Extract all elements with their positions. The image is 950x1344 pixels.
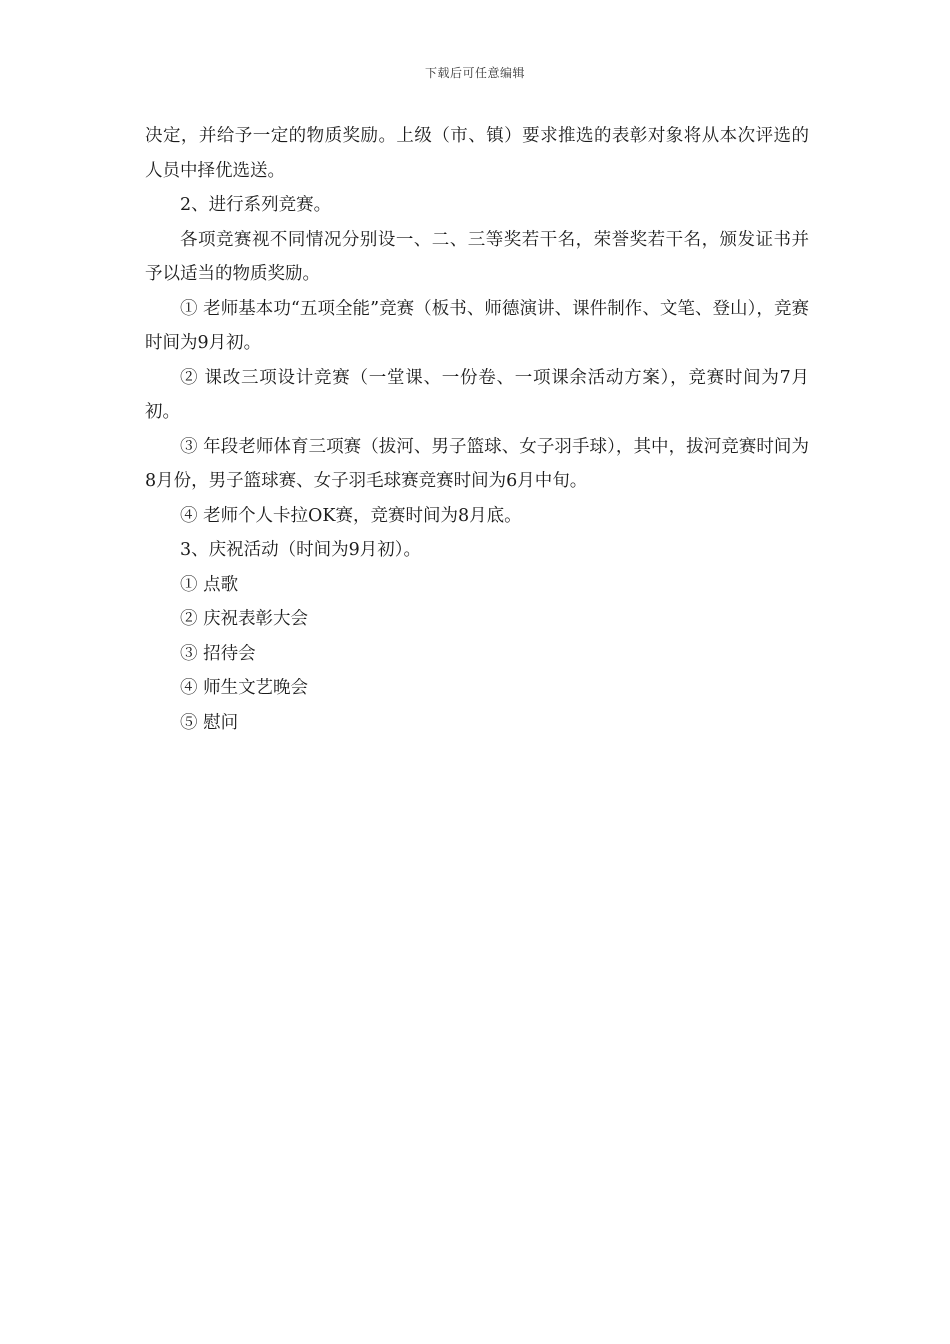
list-item: ④ 师生文艺晚会 (180, 678, 309, 698)
paragraph-competition-3: ③ 年段老师体育三项赛（拔河、男子篮球、女子羽手球），其中，拔河竞赛时间为8月份，男子篮球赛、女子羽毛球赛竞赛时间为6月中旬。 (145, 436, 809, 491)
paragraph-competition-2: ② 课改三项设计竞赛（一堂课、一份卷、一项课余活动方案），竞赛时间为7月初。 (145, 367, 809, 422)
paragraph-competition-1: ① 老师基本功“五项全能”竞赛（板书、师德演讲、课件制作、文笔、登山），竞赛时间为9月初。 (145, 298, 809, 353)
paragraph-award-decision: 决定，并给予一定的物质奖励。上级（市、镇）要求推选的表彰对象将从本次评选的人员中择优选送。 (145, 126, 809, 181)
paragraph-section-3-heading: 3、庆祝活动（时间为9月初）。 (180, 540, 422, 560)
paragraph-competition-prizes: 各项竞赛视不同情况分别设一、二、三等奖若干名，荣誉奖若干名，颁发证书并予以适当的物质奖励。 (145, 229, 809, 284)
document-body (145, 119, 809, 740)
page-header: 下载后可任意编辑 (424, 66, 525, 80)
paragraph-section-2-heading: 2、进行系列竞赛。 (180, 195, 332, 215)
list-item: ② 庆祝表彰大会 (180, 609, 309, 629)
activity-list (145, 568, 809, 741)
list-item: ① 点歌 (180, 574, 239, 595)
list-item: ⑤ 慰问 (180, 712, 239, 733)
paragraph-competition-4: ④ 老师个人卡拉OK赛，竞赛时间为8月底。 (180, 505, 522, 526)
list-item: ③ 招待会 (180, 643, 256, 664)
